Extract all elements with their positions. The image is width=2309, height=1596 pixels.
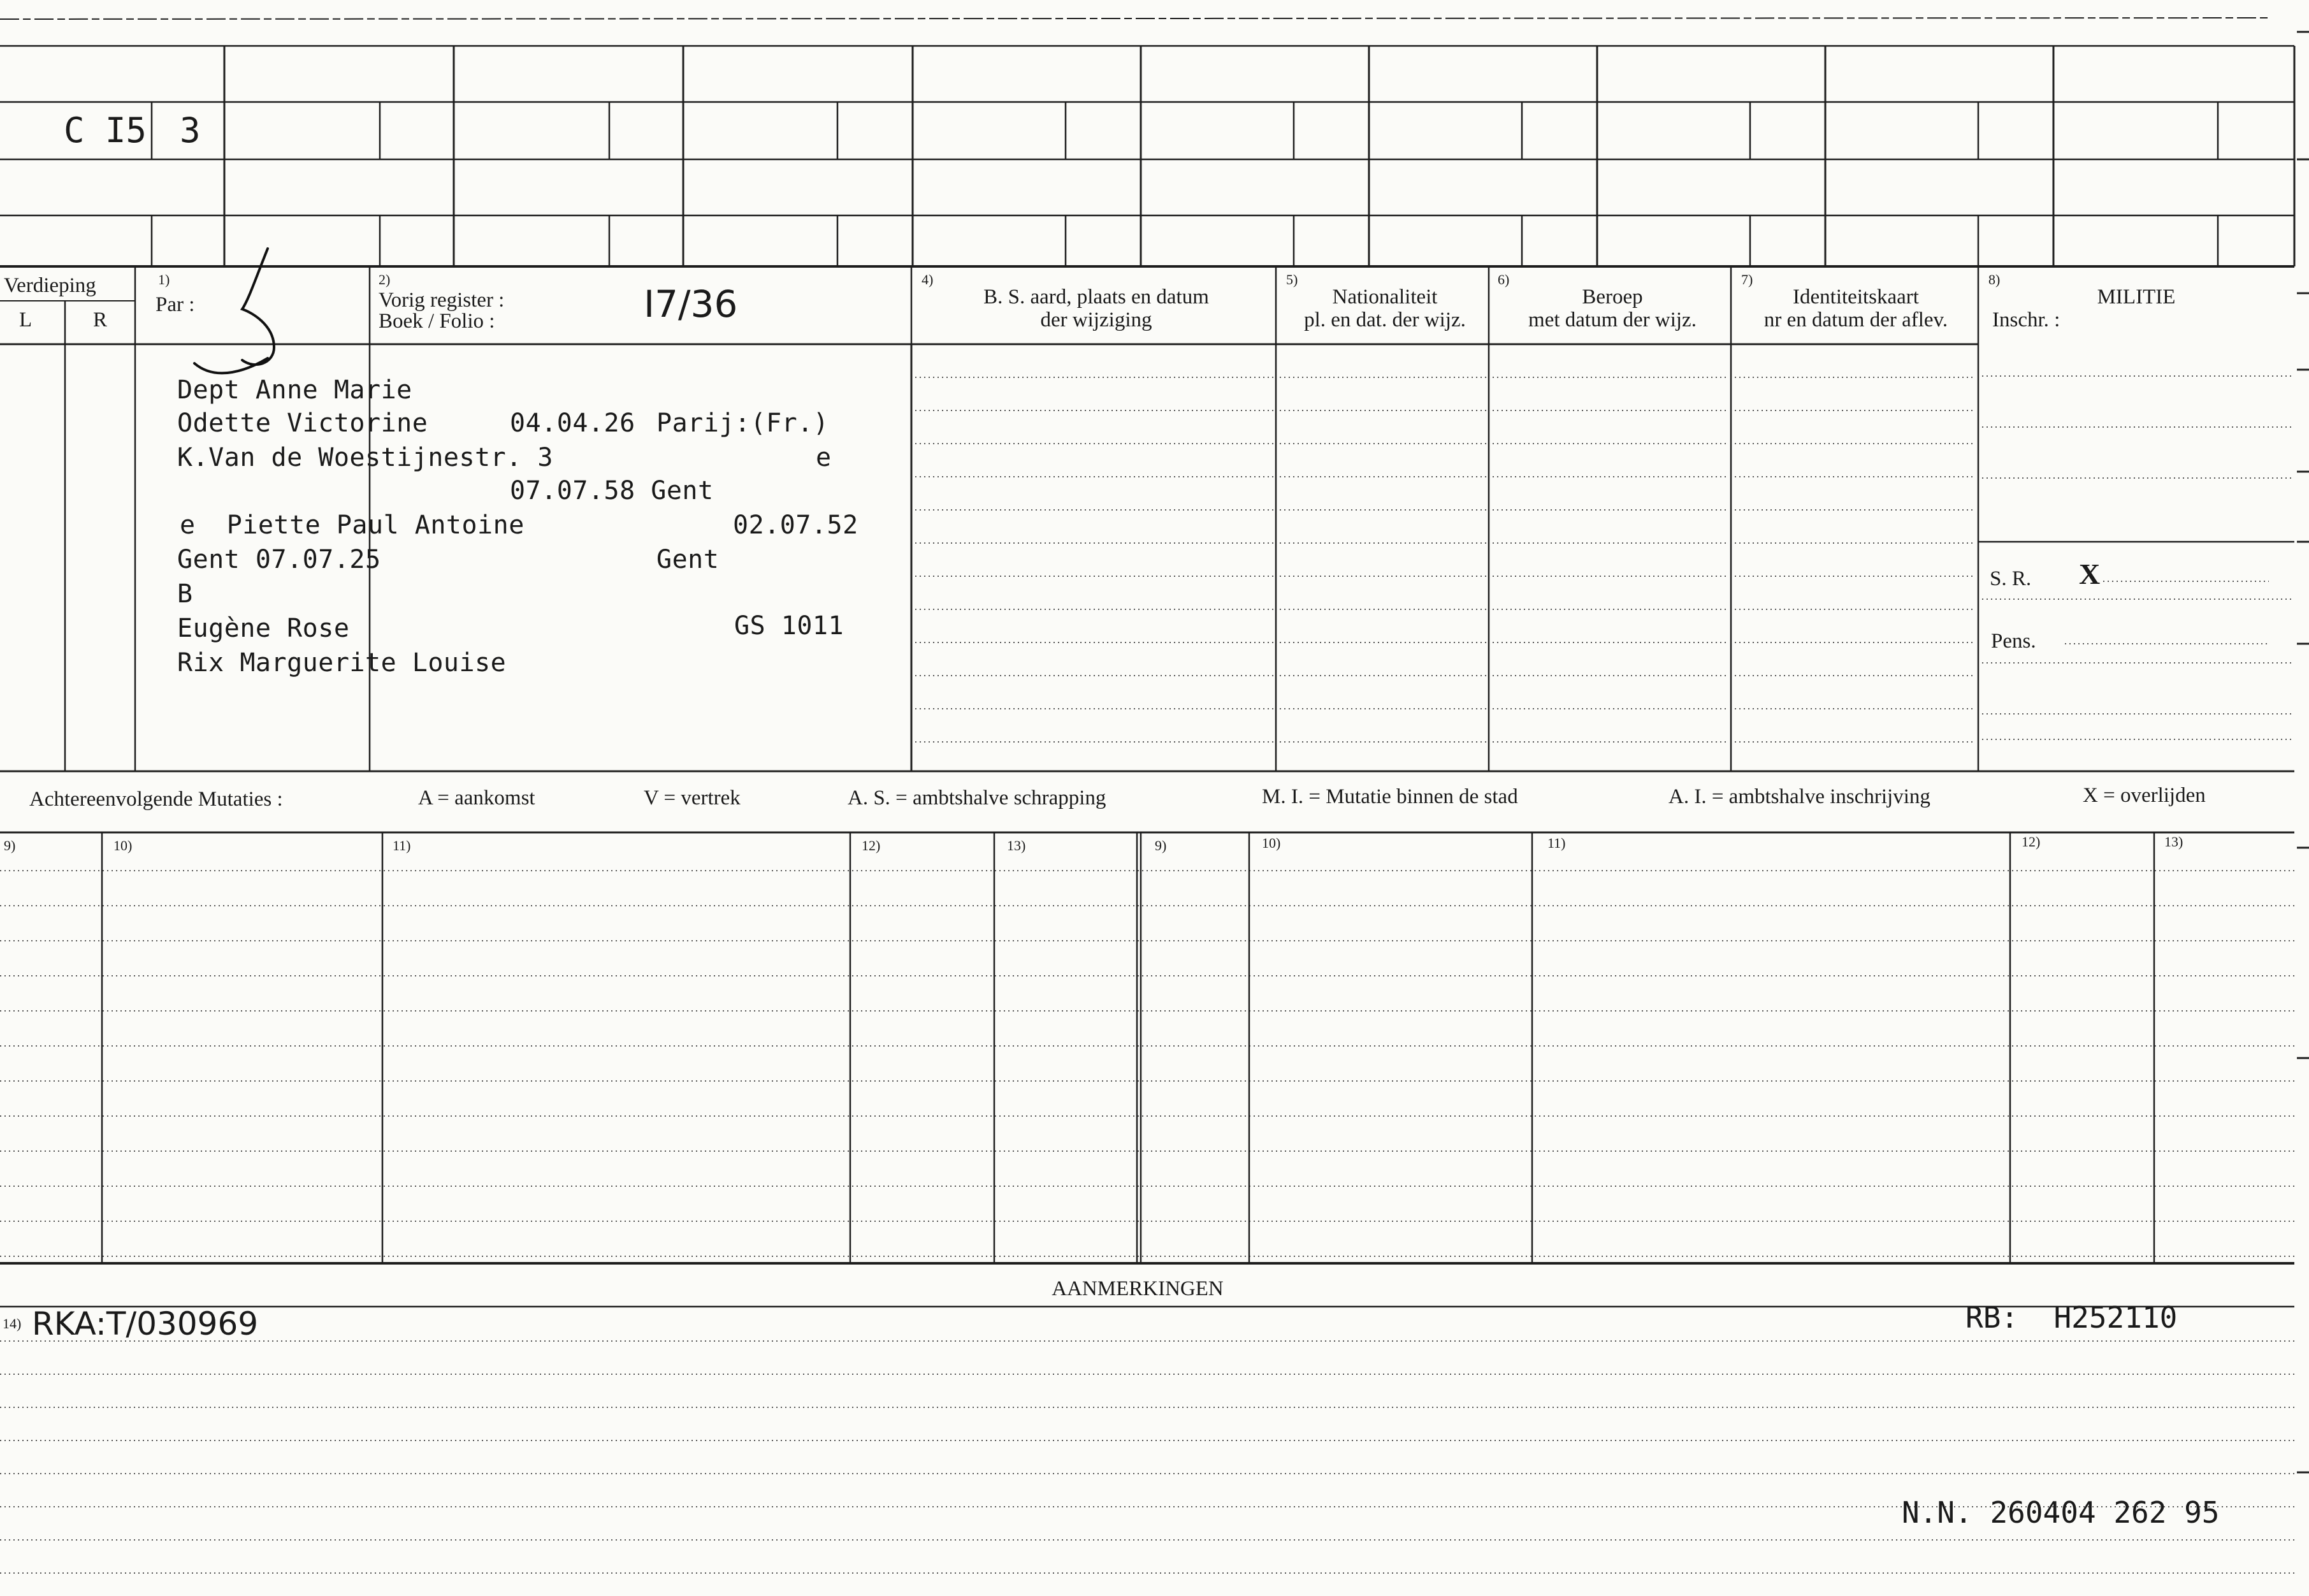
aanmerkingen-title: AANMERKINGEN <box>1052 1277 1224 1300</box>
col4-line2: der wijziging <box>1040 308 1152 331</box>
person-line1: Dept Anne Marie <box>177 375 412 405</box>
person-line2-date: 04.04.26 <box>510 409 635 438</box>
col7-line2: nr en datum der aflev. <box>1763 308 1948 331</box>
person-line8-code: GS 1011 <box>734 611 844 641</box>
militie-pens-label: Pens. <box>1991 630 2036 653</box>
person-line7: B <box>177 579 193 609</box>
col6-line1: Beroep <box>1582 286 1643 308</box>
person-line5-date: 02.07.52 <box>733 511 858 540</box>
mut-col-12b: 12) <box>2022 834 2041 850</box>
mut-col-13a: 13) <box>1007 838 1026 853</box>
mut-col-12a: 12) <box>862 838 881 853</box>
col2-number: 2) <box>379 272 391 287</box>
col5-number: 5) <box>1286 272 1298 287</box>
militie-sr-value: X <box>2079 558 2101 590</box>
mut-col-10a: 10) <box>113 838 133 853</box>
col7-number: 7) <box>1741 272 1753 287</box>
person-line6-right: Gent <box>656 545 720 574</box>
verdieping-label: Verdieping <box>4 274 96 297</box>
previous-register-value: I7/36 <box>644 282 738 326</box>
mut-col-10b: 10) <box>1262 835 1281 851</box>
mutatie-schrapping: A. S. = ambtshalve schrapping <box>848 787 1106 809</box>
verdieping-right: R <box>93 308 108 331</box>
militie-title: MILITIE <box>2097 286 2176 308</box>
aanmerkingen-number: 14) <box>3 1316 22 1331</box>
militie-inschr: Inschr. : <box>1992 308 2060 331</box>
mut-col-13b: 13) <box>2164 834 2183 850</box>
mutatie-vertrek: V = vertrek <box>644 787 741 809</box>
person-line9: Rix Marguerite Louise <box>177 648 507 678</box>
mut-col-9a: 9) <box>4 838 16 853</box>
col2-line1: Vorig register : <box>379 289 505 312</box>
mutatie-binnen-stad: M. I. = Mutatie binnen de stad <box>1262 785 1518 808</box>
rka-number: RKA:T/030969 <box>32 1305 259 1342</box>
mut-col-11a: 11) <box>393 838 411 853</box>
mutatie-inschrijving: A. I. = ambtshalve inschrijving <box>1668 785 1930 808</box>
person-address: K.Van de Woestijnestr. 3 <box>177 443 553 472</box>
par-signature <box>191 242 293 376</box>
mutatie-overlijden: X = overlijden <box>2083 784 2206 807</box>
card-code: C I5 <box>64 110 147 150</box>
rb-number: RB: H252110 <box>1965 1300 2178 1335</box>
mutaties-title: Achtereenvolgende Mutaties : <box>29 788 283 811</box>
col1-label: Par : <box>156 293 195 316</box>
col8-number: 8) <box>1988 272 2001 287</box>
col2-line2: Boek / Folio : <box>379 310 495 333</box>
col4-line1: B. S. aard, plaats en datum <box>983 286 1209 308</box>
person-line2-name: Odette Victorine <box>177 409 428 438</box>
col6-line2: met datum der wijz. <box>1528 308 1697 331</box>
militie-sr-label: S. R. <box>1990 567 2032 590</box>
col4-number: 4) <box>922 272 934 287</box>
person-line4: 07.07.58 Gent <box>510 476 714 505</box>
mut-col-11b: 11) <box>1547 835 1566 851</box>
col7-line1: Identiteitskaart <box>1793 286 1919 308</box>
person-line6-left: Gent 07.07.25 <box>177 545 381 574</box>
col5-line1: Nationaliteit <box>1332 286 1438 308</box>
mut-col-9b: 9) <box>1155 838 1167 853</box>
person-line2-place: Parij:(Fr.) <box>656 409 829 438</box>
person-line5-name: e Piette Paul Antoine <box>180 511 525 540</box>
mutatie-aankomst: A = aankomst <box>418 787 535 809</box>
col1-number: 1) <box>158 272 170 287</box>
person-line8-name: Eugène Rose <box>177 614 350 643</box>
verdieping-left: L <box>19 308 33 331</box>
card-number: 3 <box>180 110 201 150</box>
col6-number: 6) <box>1498 272 1510 287</box>
person-line3-mark: e <box>816 443 832 472</box>
col5-line2: pl. en dat. der wijz. <box>1304 308 1466 331</box>
nn-number: N.N. 260404 262 95 <box>1902 1495 2220 1530</box>
